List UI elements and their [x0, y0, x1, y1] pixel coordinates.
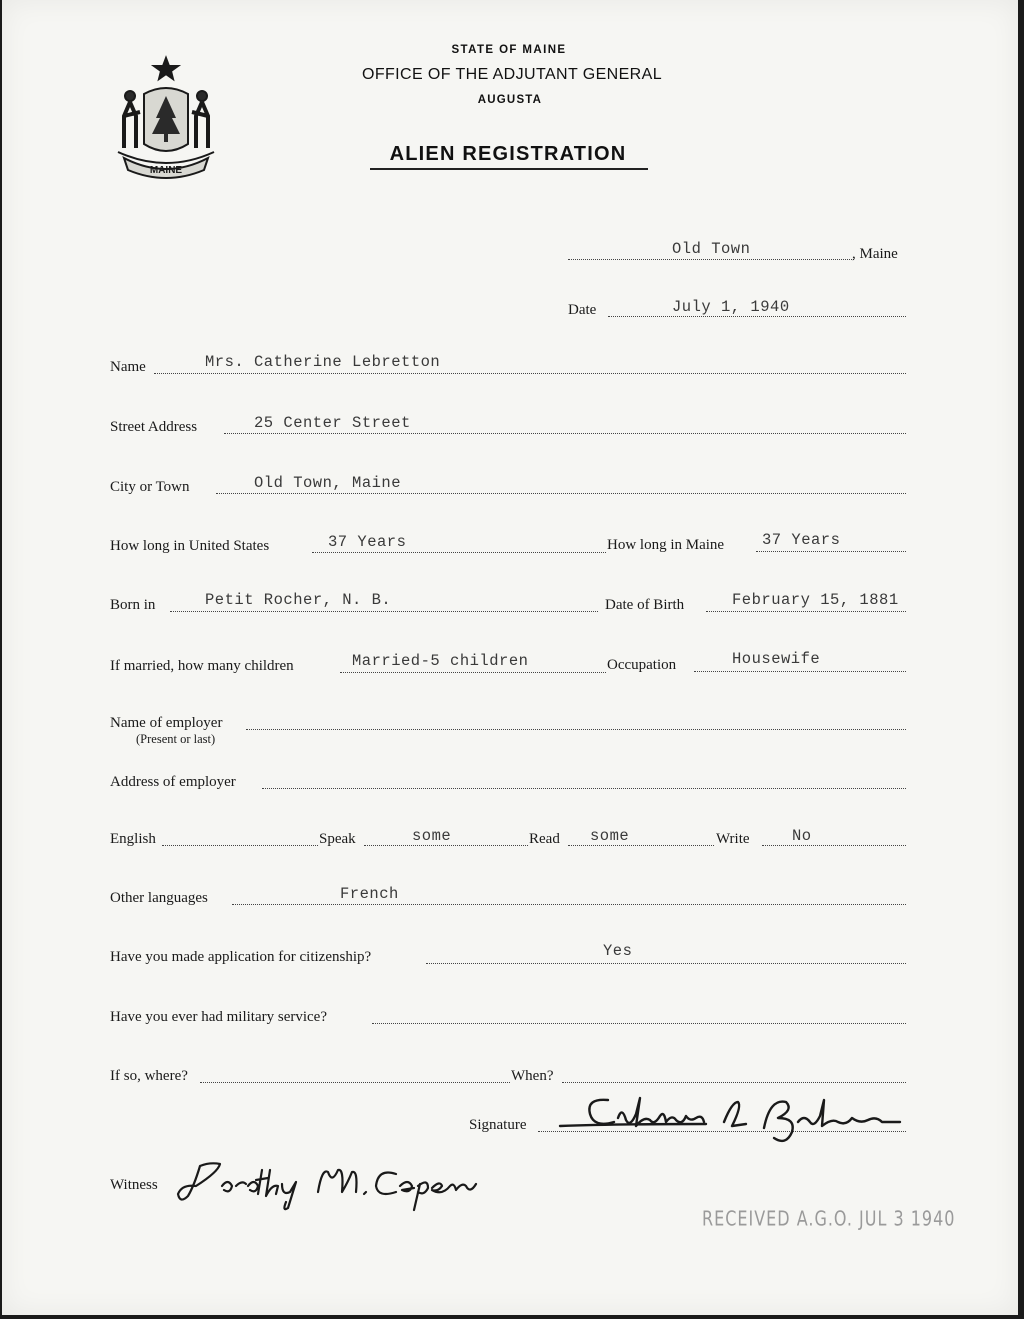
employer-line	[246, 729, 906, 730]
employer-address-label: Address of employer	[110, 774, 236, 790]
signature-label: Signature	[469, 1117, 527, 1133]
occupation-label: Occupation	[607, 657, 677, 673]
us-duration-line	[312, 552, 606, 553]
other-languages-label: Other languages	[110, 890, 208, 906]
born-line	[170, 611, 598, 612]
occupation-value[interactable]: Housewife	[732, 650, 821, 668]
english-line	[162, 845, 318, 846]
children-value[interactable]: Married-5 children	[352, 652, 529, 670]
town-suffix: , Maine	[852, 246, 898, 262]
name-label: Name	[110, 359, 146, 375]
employer-address-line	[262, 788, 906, 789]
other-languages-line	[232, 904, 906, 905]
where-line	[200, 1082, 510, 1083]
form-title: ALIEN REGISTRATION	[389, 143, 627, 165]
speak-label: Speak	[319, 831, 356, 847]
dob-line	[706, 611, 906, 612]
english-label: English	[110, 831, 156, 847]
speak-line	[364, 845, 528, 846]
state-heading: STATE OF MAINE	[451, 44, 567, 56]
maine-duration-line	[756, 551, 906, 552]
name-value[interactable]: Mrs. Catherine Lebretton	[205, 353, 441, 371]
citizenship-line	[426, 963, 906, 964]
witness-label: Witness	[110, 1177, 158, 1193]
street-value[interactable]: 25 Center Street	[254, 414, 411, 432]
witness-handwriting	[170, 1156, 510, 1216]
military-label: Have you ever had military service?	[110, 1009, 327, 1025]
citizenship-label: Have you made application for citizenship?	[110, 949, 372, 965]
other-languages-value[interactable]: French	[340, 885, 399, 903]
employer-label: Name of employer	[110, 715, 223, 731]
military-line	[372, 1023, 906, 1024]
us-duration-value[interactable]: 37 Years	[328, 533, 407, 551]
date-label: Date	[568, 302, 597, 318]
received-stamp: RECEIVED A.G.O. JUL 3 1940	[702, 1206, 956, 1231]
town-line	[568, 259, 854, 260]
city-value[interactable]: Old Town, Maine	[254, 474, 402, 492]
employer-sublabel: (Present or last)	[136, 732, 216, 746]
citizenship-value[interactable]: Yes	[603, 942, 633, 960]
occupation-line	[694, 671, 906, 672]
born-label: Born in	[110, 597, 156, 613]
date-value[interactable]: July 1, 1940	[672, 298, 790, 316]
read-value[interactable]: some	[590, 827, 630, 845]
when-label: When?	[511, 1068, 554, 1084]
read-label: Read	[529, 831, 560, 847]
seal-banner: MAINE	[149, 165, 183, 176]
date-line	[608, 316, 906, 317]
read-line	[568, 845, 714, 846]
street-label: Street Address	[110, 419, 198, 435]
write-line	[762, 845, 906, 846]
city-line	[216, 493, 906, 494]
where-label: If so, where?	[110, 1068, 188, 1084]
signature-handwriting	[556, 1088, 906, 1152]
maine-duration-label: How long in Maine	[607, 537, 725, 553]
maine-duration-value[interactable]: 37 Years	[762, 531, 841, 549]
when-line	[562, 1082, 906, 1083]
speak-value[interactable]: some	[412, 827, 452, 845]
dob-value[interactable]: February 15, 1881	[732, 591, 899, 609]
title-underline	[370, 168, 648, 170]
name-line	[154, 373, 906, 374]
city-label: City or Town	[110, 479, 190, 495]
us-duration-label: How long in United States	[110, 538, 270, 554]
town-value[interactable]: Old Town	[672, 240, 751, 258]
write-value[interactable]: No	[792, 827, 812, 845]
children-label: If married, how many children	[110, 658, 294, 674]
city-heading: AUGUSTA	[477, 94, 543, 106]
dob-label: Date of Birth	[605, 597, 685, 613]
children-line	[340, 672, 606, 673]
office-heading: OFFICE OF THE ADJUTANT GENERAL	[361, 66, 663, 83]
born-value[interactable]: Petit Rocher, N. B.	[205, 591, 392, 609]
write-label: Write	[716, 831, 750, 847]
street-line	[224, 433, 906, 434]
